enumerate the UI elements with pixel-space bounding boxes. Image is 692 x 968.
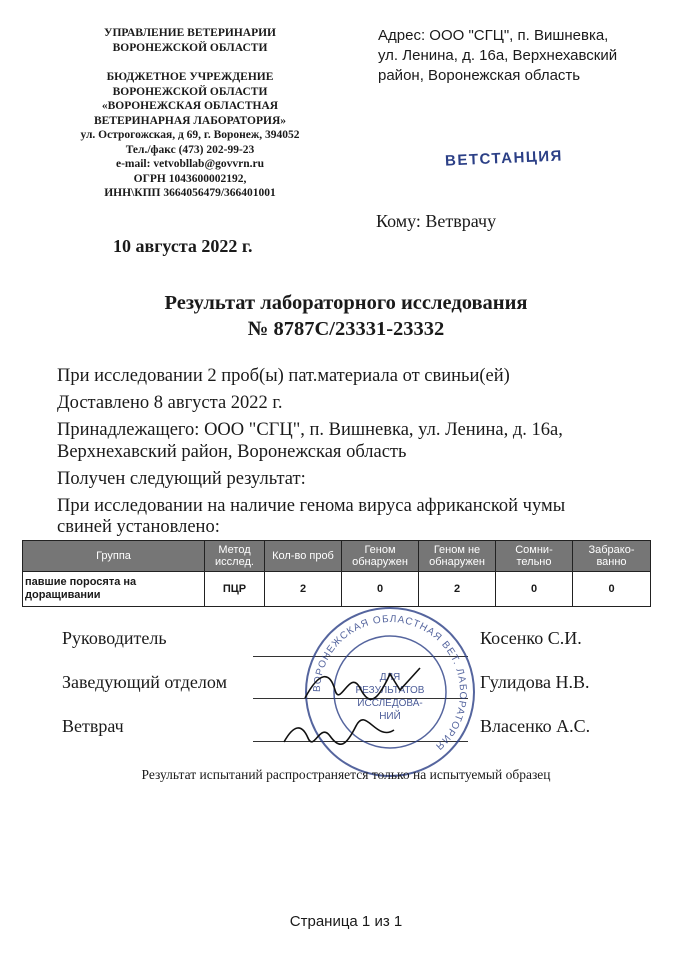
table-header-row [23,541,651,572]
body-text-samples: При исследовании 2 проб(ы) пат.материала от свиньи(ей) [57,366,510,386]
recipient-line: Кому: Ветврачу [376,211,497,231]
body-text-test: При исследовании на наличие генома вируса африканской чумы [57,496,566,516]
sender-line: ул. Острогожская, д 69, г. Воронеж, 394052 [80,129,300,141]
header-genome-found: Геном обнаружен [342,541,419,572]
document-number: № 8787С/23331-23332 [247,318,445,340]
sender-block [40,26,340,201]
address-line: ул. Ленина, д. 16а, Верхнехавский [378,47,618,64]
signature-head-of-department [300,660,430,710]
cell-method: ПЦР [205,572,265,607]
vet-station-stamp: ВЕТСТАНЦИЯ [444,147,564,170]
signature-role: Ветврач [62,716,124,736]
body-text-delivered: Доставлено 8 августа 2022 г. [57,393,283,413]
address-line: Адрес: ООО "СГЦ", п. Вишневка, [378,27,609,44]
footer-note: Результат испытаний распространяется только на испытуемый образец [141,767,551,782]
signature-role: Руководитель [62,628,167,648]
header-doubtful: Сомни-тельно [496,541,573,572]
seal-inner-line: РЕЗУЛЬТАТОВ [355,685,425,696]
sender-line: ВОРОНЕЖСКОЙ ОБЛАСТИ [112,85,268,98]
address-block [378,26,678,86]
cell-genome-not-found: 2 [419,572,496,607]
sender-line: e-mail: vetvobllab@govvrn.ru [115,158,265,170]
signature-name: Косенко С.И. [480,628,582,648]
seal-inner-line: НИЙ [379,711,401,722]
document-date: 10 августа 2022 г. [113,236,253,256]
header-sample-count: Кол-во проб [265,541,342,572]
sender-line: УПРАВЛЕНИЕ ВЕТЕРИНАРИИ [104,27,276,39]
page-number: Страница 1 из 1 [289,913,403,930]
body-text-test-cont: свиней установлено: [57,517,220,537]
header-method: Метод исслед. [205,541,265,572]
seal-inner-line: ДЛЯ [379,672,401,683]
sender-line: БЮДЖЕТНОЕ УЧРЕЖДЕНИЕ [106,71,274,83]
cell-doubtful: 0 [496,572,573,607]
sender-line: «ВОРОНЕЖСКАЯ ОБЛАСТНАЯ [101,100,279,112]
body-text-owner-cont: Верхнехавский район, Воронежская область [57,442,407,462]
sender-line: Тел./факс (473) 202-99-23 [125,143,255,156]
cell-genome-found: 0 [342,572,419,607]
cell-group: павшие поросята на доращивании [23,572,205,607]
signature-name: Власенко А.С. [480,716,591,736]
sender-line: ВЕТЕРИНАРНАЯ ЛАБОРАТОРИЯ» [93,114,287,127]
seal-inner-line: ИССЛЕДОВА- [357,698,423,709]
header-group: Группа [23,541,205,572]
sender-line: ИНН\КПП 3664056479/366401001 [104,187,276,199]
cell-sample-count: 2 [265,572,342,607]
signature-vet [280,712,400,752]
spacer [40,55,340,70]
header-rejected: Забрако-ванно [573,541,651,572]
results-table [22,540,651,607]
address-line: район, Воронежская область [378,67,581,84]
sender-line: ВОРОНЕЖСКОЙ ОБЛАСТИ [112,41,268,54]
cell-rejected: 0 [573,572,651,607]
sender-line: ОГРН 1043600002192, [133,172,247,185]
seal-outer-textpath: ВОРОНЕЖСКАЯ ОБЛАСТНАЯ ВЕТ. ЛАБОРАТОРИЯ [311,613,469,753]
signature-name: Гулидова Н.В. [480,672,590,692]
document-title: Результат лабораторного исследования [164,292,528,314]
body-text-owner: Принадлежащего: ООО "СГЦ", п. Вишневка, ул. Ленина, д. 16а, [57,420,563,440]
header-genome-not-found: Геном не обнаружен [419,541,496,572]
body-text-result-intro: Получен следующий результат: [57,469,306,489]
signature-role: Заведующий отделом [62,672,227,692]
